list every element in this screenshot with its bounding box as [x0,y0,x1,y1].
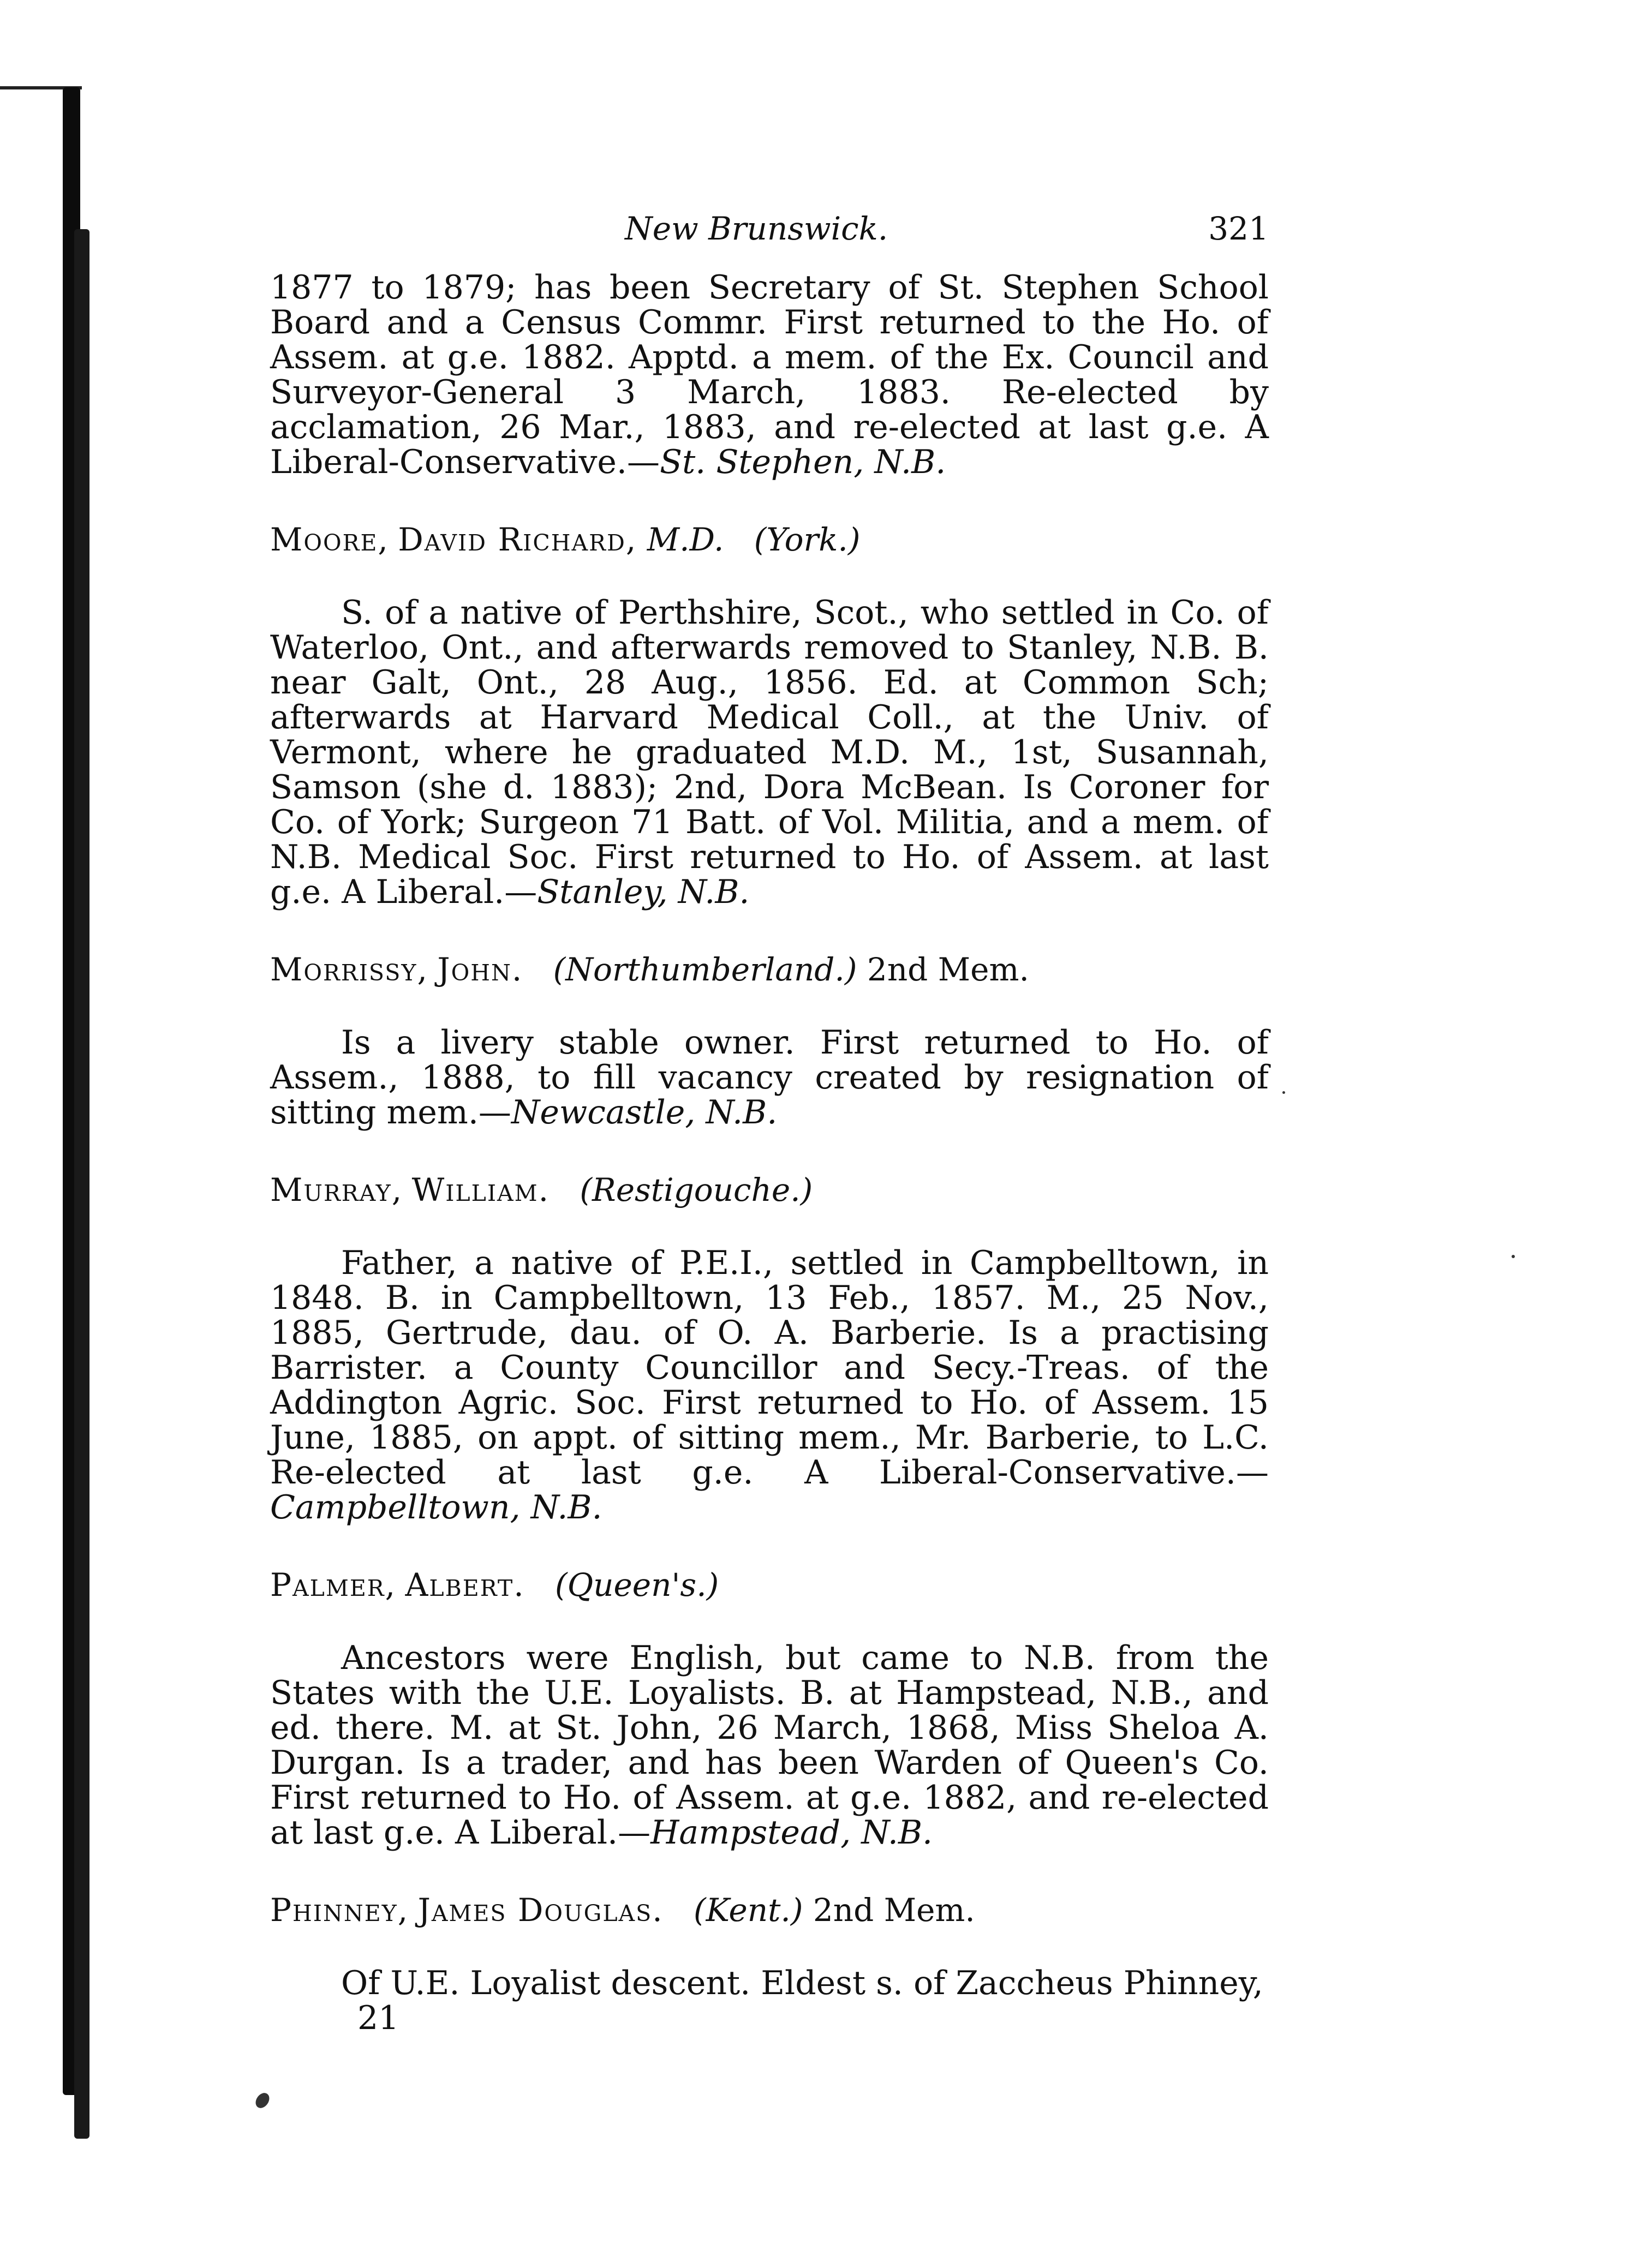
entry-surname: Moore [270,521,378,558]
entry-body-murray [270,1246,1269,1525]
entry-given-names: James Douglas. [417,1892,664,1929]
entry-member-note: 2nd Mem. [813,1892,975,1929]
running-head [270,210,1269,270]
ink-speck [253,2090,272,2110]
entry-member-note: 2nd Mem. [867,951,1029,988]
entry-body-text: Father, a native of P.E.I., settled in Campbelltown, in 1848. B. in Campbelltown, 13 Feb., 1857. M., 25 Nov., 1885, Gertrude, dau. of O. A. Barberie. Is a practising Barrister. a County Councillor and Secy.-Treas. of the Addington Agric. Soc. First returned to Ho. of Assem. 15 June, 1885, on appt. of sitting mem., Mr. Barberie, to L.C. Re-elected at last g.e. A Liberal-Conservative.— [270,1244,1269,1492]
entry-place: Campbelltown, N.B. [270,1488,602,1527]
entry-surname: Murray [270,1171,392,1208]
entry-place: Hampstead, N.B. [650,1814,933,1852]
entry-given-names: John. [437,951,523,988]
continuation-paragraph [270,270,1269,480]
entry-body-phinney [270,1966,1269,2001]
entry-body-text: Ancestors were English, but came to N.B. from the States with the U.E. Loyalists. B. at Hampstead, N.B., and ed. there. M. at St. John, 26 March, 1868, Miss Sheloa A. Durgan. Is a trader, and has been Warden of Queen's Co. First returned to Ho. of Assem. at g.e. 1882, and re-elected at last g.e. A Liberal.— [270,1639,1269,1852]
signature-mark: 21 [357,1999,399,2037]
entry-heading-palmer: Palmer, Albert. (Queen's.) [270,1566,719,1603]
entry-body-text: Is a livery stable owner. First returned to Ho. of Assem., 1888, to fill vacancy created by resignation of sitting mem.— [270,1024,1269,1132]
entry-body-moore [270,595,1269,909]
continuation-place: St. Stephen, N.B. [659,443,946,481]
entry-body-morrissy [270,1025,1269,1130]
entry-heading-morrissy: Morrissy, John. (Northumberland.) 2nd Mem. [270,951,1029,988]
entry-constituency: (Restigouche.) [580,1171,813,1208]
entry-surname: Palmer [270,1566,385,1603]
ink-speck [1512,1255,1515,1258]
entry-constituency: (York.) [754,521,861,558]
entry-surname: Morrissy [270,951,417,988]
ink-speck [1282,1091,1285,1094]
entry-constituency: (Queen's.) [554,1566,719,1603]
entry-given-names: Albert. [405,1566,525,1603]
entry-heading-murray: Murray, William. (Restigouche.) [270,1171,813,1208]
entry-surname: Phinney [270,1892,398,1929]
entry-body-text: S. of a native of Perthshire, Scot., who settled in Co. of Waterloo, Ont., and afterwards removed to Stanley, N.B. B. near Galt, Ont., 28 Aug., 1856. Ed. at Common Sch; afterwards at Harvard Medical Coll., at the Univ. of Vermont, where he graduated M.D. M., 1st, Susannah, Samson (she d. 1883); 2nd, Dora McBean. Is Coroner for Co. of York; Surgeon 71 Batt. of Vol. Militia, and a mem. of N.B. Medical Soc. First returned to Ho. of Assem. at last g.e. A Liberal.— [270,594,1269,911]
continuation-text: 1877 to 1879; has been Secretary of St. Stephen School Board and a Census Commr. First returned to the Ho. of Assem. at g.e. 1882. Apptd. a mem. of the Ex. Council and Surveyor-General 3 March, 1883. Re-elected by acclamation, 26 Mar., 1883, and re-elected at last g.e. A Liberal-Conservative.— [270,268,1269,481]
page-number: 321 [1208,210,1269,247]
entry-place: Newcastle, N.B. [511,1093,778,1132]
entry-constituency: (Northumberland.) [553,951,857,988]
entry-heading-phinney: Phinney, James Douglas. (Kent.) 2nd Mem. [270,1892,975,1929]
entry-heading-moore: Moore, David Richard, M.D. (York.) [270,521,861,558]
entry-given-names: William. [411,1171,550,1208]
entry-degree: M.D. [647,521,724,558]
page-text-block [270,210,1269,2036]
running-title: New Brunswick. [625,210,888,247]
entry-body-text: Of U.E. Loyalist descent. Eldest s. of Zaccheus Phinney, [341,1964,1263,2002]
entry-given-names: David Richard, [398,521,637,558]
entry-constituency: (Kent.) [694,1892,803,1929]
entry-place: Stanley, N.B. [537,873,750,911]
entry-body-palmer [270,1641,1269,1850]
binding-shadow-outer [74,229,89,2139]
